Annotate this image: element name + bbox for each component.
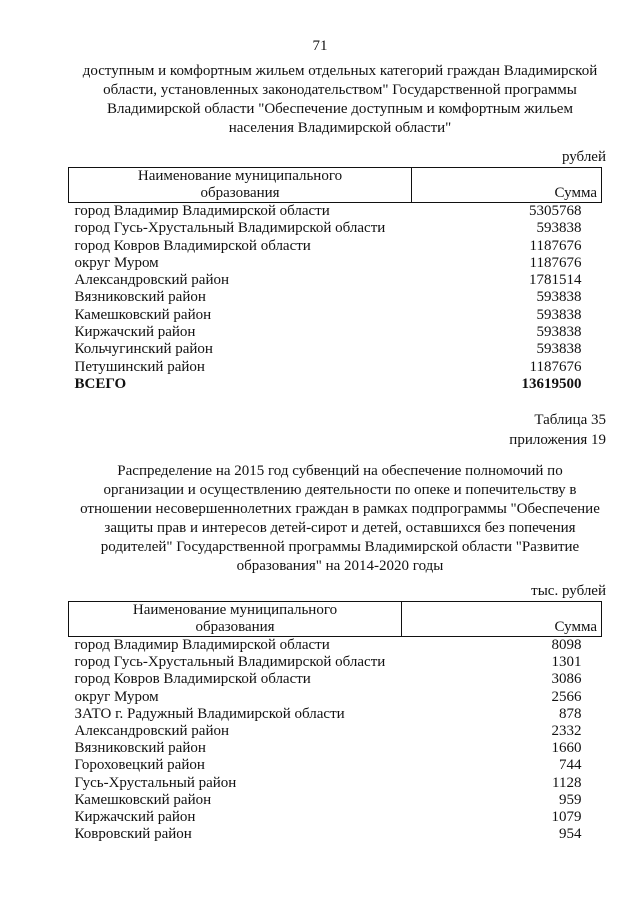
row-sum: 1781514 xyxy=(529,272,582,289)
row-name: ЗАТО г. Радужный Владимирской области xyxy=(74,705,345,722)
table-row xyxy=(69,740,602,757)
section2-table xyxy=(68,601,602,843)
row-sum: 959 xyxy=(559,791,582,808)
section2-units: тыс. рублей xyxy=(531,583,606,599)
row-name: Ковровский район xyxy=(74,826,192,843)
row-name: Киржачский район xyxy=(74,809,196,826)
row-sum: 1187676 xyxy=(529,237,582,254)
table-row xyxy=(69,289,602,306)
row-name: город Владимир Владимирской области xyxy=(74,637,330,653)
table-header-row xyxy=(69,168,602,203)
heading-line: организации и осуществлению деятельности по опеке и попечительству в xyxy=(103,482,577,498)
table-row xyxy=(69,272,602,289)
row-name: город Гусь-Хрустальный Владимирской области xyxy=(74,654,386,671)
row-sum: 5305768 xyxy=(529,203,582,219)
header-sum: Сумма xyxy=(402,602,602,637)
row-name: Вязниковский район xyxy=(74,740,206,757)
row-sum: 1128 xyxy=(552,774,582,791)
row-sum: 1187676 xyxy=(529,358,582,375)
row-sum: 1660 xyxy=(551,740,582,757)
row-name: Камешковский район xyxy=(74,791,212,808)
heading-line: Владимирской области "Обеспечение доступным и комфортным жильем xyxy=(107,101,573,117)
row-name: город Ковров Владимирской области xyxy=(74,237,311,254)
heading-line: доступным и комфортным жильем отдельных категорий граждан Владимирской xyxy=(82,63,598,79)
row-name: Кольчугинский район xyxy=(74,341,213,358)
header-name-line: образования xyxy=(195,619,275,635)
table-row xyxy=(69,238,602,255)
row-name: округ Муром xyxy=(74,254,159,271)
row-name: Александровский район xyxy=(74,272,230,289)
row-name: город Владимир Владимирской области xyxy=(74,203,330,219)
table-row xyxy=(69,637,602,655)
table-row xyxy=(69,359,602,376)
row-sum: 593838 xyxy=(536,289,582,306)
row-sum: 2332 xyxy=(551,723,582,740)
table-row xyxy=(69,255,602,272)
page-number: 71 xyxy=(312,38,328,54)
row-sum: 593838 xyxy=(536,341,582,358)
row-name: город Ковров Владимирской области xyxy=(74,671,311,688)
table-row xyxy=(69,341,602,358)
header-sum: Сумма xyxy=(412,168,602,203)
table-row xyxy=(69,307,602,324)
row-sum: 593838 xyxy=(536,324,582,341)
heading-line: отношении несовершеннолетних граждан в рамках подпрограммы "Обеспечение xyxy=(80,501,600,517)
heading-line: защиты прав и интересов детей-сирот и детей, оставшихся без попечения xyxy=(104,520,576,536)
total-sum: 13619500 xyxy=(521,375,582,392)
table-row xyxy=(69,826,602,843)
heading-line: Распределение на 2015 год субвенций на обеспечение полномочий по xyxy=(117,463,563,479)
total-label: ВСЕГО xyxy=(74,375,127,392)
row-name: Гусь-Хрустальный район xyxy=(74,774,237,791)
appendix-label: приложения 19 xyxy=(509,432,606,448)
table-row xyxy=(69,706,602,723)
row-name: Киржачский район xyxy=(74,324,196,341)
row-name: Вязниковский район xyxy=(74,289,206,306)
row-sum: 8098 xyxy=(551,637,582,653)
row-sum: 1301 xyxy=(551,654,582,671)
table-row xyxy=(69,723,602,740)
table-row xyxy=(69,220,602,237)
row-name: округ Муром xyxy=(74,688,159,705)
section1-table xyxy=(68,167,602,393)
row-sum: 2566 xyxy=(551,688,582,705)
header-name-line: образования xyxy=(200,185,280,201)
header-name-line: Наименование муниципального xyxy=(132,602,338,618)
row-sum: 593838 xyxy=(536,220,582,237)
table-row xyxy=(69,809,602,826)
row-sum: 1079 xyxy=(551,809,582,826)
heading-line: населения Владимирской области" xyxy=(228,120,452,136)
table-row xyxy=(69,203,602,221)
row-name: город Гусь-Хрустальный Владимирской области xyxy=(74,220,386,237)
heading-line: образования" на 2014-2020 годы xyxy=(236,558,444,574)
row-sum: 1187676 xyxy=(529,254,582,271)
row-sum: 593838 xyxy=(536,306,582,323)
row-name: Александровский район xyxy=(74,723,230,740)
row-sum: 3086 xyxy=(551,671,582,688)
header-name xyxy=(69,602,402,637)
row-name: Гороховецкий район xyxy=(74,757,205,774)
table-row xyxy=(69,757,602,774)
section1-units: рублей xyxy=(561,149,606,165)
row-sum: 954 xyxy=(559,826,582,843)
table-row xyxy=(69,324,602,341)
section2-heading xyxy=(70,462,610,576)
heading-line: области, установленных законодательством" Государственной программы xyxy=(103,82,577,98)
row-name: Петушинский район xyxy=(74,358,205,375)
heading-line: родителей" Государственной программы Владимирской области "Развитие xyxy=(100,539,580,555)
table-header-row xyxy=(69,602,602,637)
table-row xyxy=(69,671,602,688)
table-row xyxy=(69,775,602,792)
header-name-line: Наименование муниципального xyxy=(137,168,343,184)
header-name xyxy=(69,168,412,203)
table-row xyxy=(69,689,602,706)
table-row xyxy=(69,792,602,809)
table-label: Таблица 35 xyxy=(534,412,606,428)
row-name: Камешковский район xyxy=(74,306,212,323)
row-sum: 744 xyxy=(559,757,582,774)
section1-heading xyxy=(60,62,620,138)
row-sum: 878 xyxy=(559,705,582,722)
table-total-row xyxy=(69,376,602,393)
table-row xyxy=(69,654,602,671)
